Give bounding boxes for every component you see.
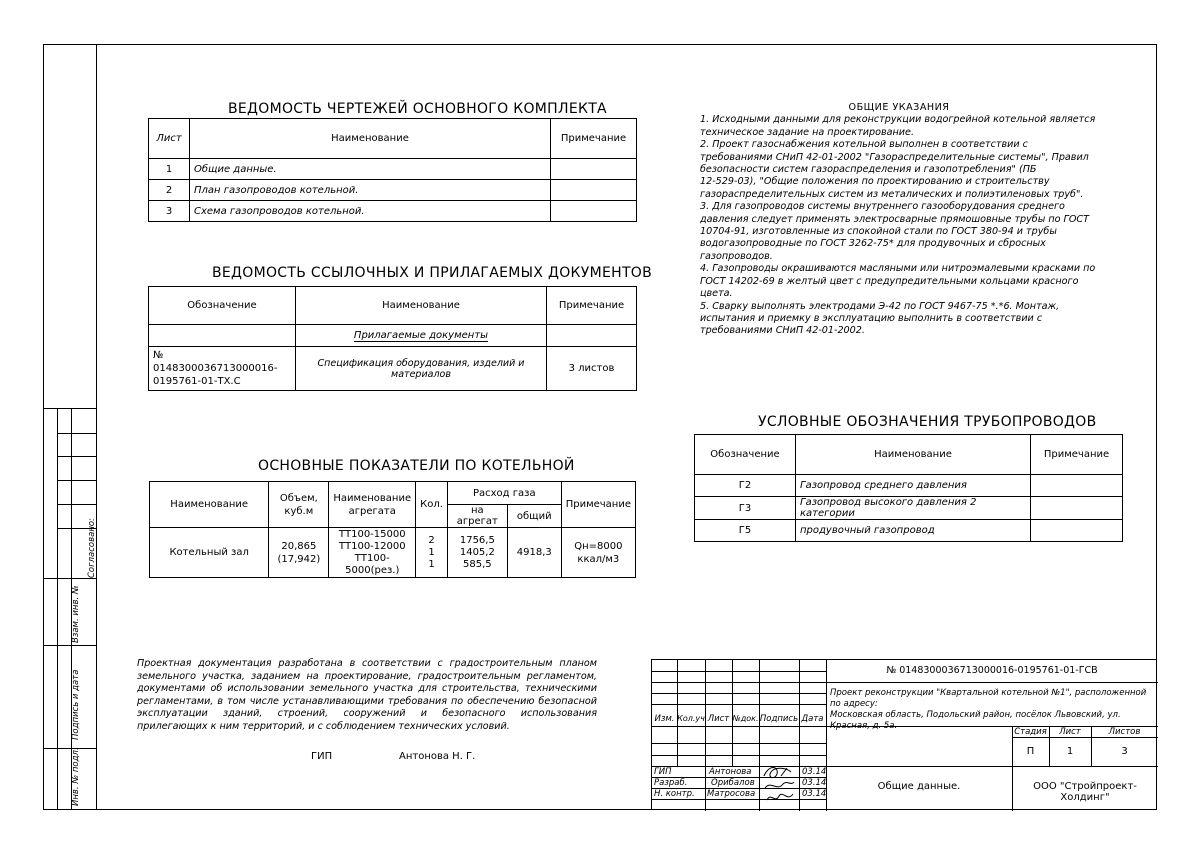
drawings-list-title: ВЕДОМОСТЬ ЧЕРТЕЖЕЙ ОСНОВНОГО КОМПЛЕКТА	[228, 101, 607, 117]
tb-project-line1: Проект реконструкции "Квартальной котельной №1", расположенной по адресу:	[830, 688, 1147, 709]
drawings-header-sheet: Лист	[149, 119, 190, 159]
ind-header-qty: Кол.	[416, 482, 448, 528]
notes-line: требованиями СНиП 42-01-2002.	[700, 325, 865, 337]
table-row	[149, 347, 637, 391]
ind-gas-3: 585,5	[463, 558, 492, 570]
ind-header-unit-1: Наименование	[333, 492, 412, 504]
notes-line: 3. Для газопроводов системы внутреннего газооборудования среднего	[700, 201, 1065, 213]
pipes-header-name: Наименование	[796, 435, 1031, 475]
tb-col-date: Дата	[801, 714, 824, 724]
tb-role-dev: Разраб.	[654, 778, 688, 788]
compliance-text: Проектная документация разработана в соответствии с градостроительным планом земельного участка, заданием на проектирование, градостроительным регламентом, документами об использовании земельного участка для строительства, техническими регламентами, в том числе устанавливающими требования по обеспечению безопасной эксплуатации зданий, строений, сооружений и безопасного использования прилегающих к ним территорий, и с соблюдением технических условий.	[137, 658, 597, 732]
inv-replace-label: Взам. инв. №	[71, 585, 81, 643]
tb-date-control: 03.14	[802, 789, 827, 799]
inv-original-label: Инв. № подл.	[71, 747, 81, 806]
tb-name-dev: Орибалов	[711, 778, 755, 788]
table-row: Г2 Газопровод среднего давления	[695, 475, 1123, 497]
gip-name: Антонова Н. Г.	[399, 751, 476, 762]
ind-total: 4918,3	[507, 528, 561, 578]
indicators-table	[149, 481, 636, 578]
ind-gas-1: 1756,5	[459, 534, 495, 546]
tb-project-line2: Московская область, Подольский район, посёлок Львовский, ул. Красная, д. 5а.	[830, 710, 1121, 731]
table-row: 1 Общие данные.	[149, 159, 637, 180]
refs-doc-name: Спецификация оборудования, изделий и материалов	[296, 347, 547, 391]
notes-line: 12-529-03), "Общие положения по проектированию и строительству	[700, 176, 1050, 188]
tb-sheet-label: Лист	[1059, 727, 1081, 737]
ind-note-1: Qн=8000	[574, 540, 623, 552]
notes-line: 4. Газопроводы окрашиваются масляными или нитроэмалевыми красками по	[700, 263, 1096, 275]
tb-stage-label: Стадия	[1014, 727, 1047, 737]
refs-doc-note: 3 листов	[547, 347, 637, 391]
pipes-title: УСЛОВНЫЕ ОБОЗНАЧЕНИЯ ТРУБОПРОВОДОВ	[758, 414, 1097, 430]
drawings-header-note: Примечание	[551, 119, 637, 159]
tb-col-ndok: №док.	[732, 714, 759, 723]
refs-code-line2: 0195761-01-ТХ.С	[153, 376, 241, 387]
tb-sheet: 1	[1066, 746, 1074, 757]
signature-icon	[761, 762, 797, 808]
refs-list-table	[148, 286, 637, 391]
tb-col-list: Лист	[707, 714, 730, 724]
notes-line: техническое задание на проектирование.	[700, 126, 914, 138]
tb-sheets: 3	[1121, 746, 1128, 757]
tb-name-control: Матросова	[707, 789, 756, 799]
notes-line: ГОСТ 14202-69 в желтый цвет с предупредительными кольцами красного	[700, 275, 1079, 287]
ind-header-gas-total: общий	[507, 505, 561, 528]
pipes-header-note: Примечание	[1031, 435, 1123, 475]
ind-note-2: ккал/м3	[577, 553, 620, 565]
refs-header-name: Наименование	[296, 287, 547, 325]
ind-unit-2: ТТ100-12000	[338, 540, 406, 552]
notes-line: 10704-91, изготовленные из спокойной стали по ГОСТ 380-94 и трубы	[700, 226, 1057, 238]
tb-sheet-name: Общие данные.	[877, 781, 961, 792]
ind-unit-3: ТТ100-5000(рез.)	[345, 552, 400, 576]
notes-line: 2. Проект газоснабжения котельной выполнен в соответствии с	[700, 139, 1028, 151]
notes-line: безопасности систем газораспределения и газопотребления" (ПБ	[700, 164, 1037, 176]
notes-line: требованиями СНиП 42-01-2002 "Газораспределительные системы", Правил	[700, 151, 1089, 163]
tb-date-dev: 03.14	[802, 778, 827, 788]
sign-date-label: Подпись и дата	[71, 669, 81, 740]
tb-stage: П	[1026, 746, 1035, 757]
ind-header-volume-2: куб.м	[284, 505, 314, 517]
general-notes	[700, 102, 1098, 338]
tb-company: ООО "Стройпроект-Холдинг"	[1033, 781, 1137, 803]
notes-line: газораспределительных систем из металических и полиэтиленовых труб".	[700, 188, 1084, 200]
indicators-title: ОСНОВНЫЕ ПОКАЗАТЕЛИ ПО КОТЕЛЬНОЙ	[258, 458, 575, 474]
pipes-header-code: Обозначение	[695, 435, 796, 475]
tb-name-gip: Антонова	[709, 767, 752, 777]
general-notes-title: ОБЩИЕ УКАЗАНИЯ	[848, 102, 950, 113]
side-stamp	[43, 408, 96, 810]
pipes-table	[694, 434, 1123, 542]
refs-section-label: Прилагаемые документы	[353, 330, 489, 341]
table-row: 3 Схема газопроводов котельной.	[149, 201, 637, 222]
ind-header-unit-2: агрегата	[348, 505, 396, 517]
table-row: Г5 продувочный газопровод	[695, 520, 1123, 542]
notes-line: испытания и приемку в эксплуатацию выполнить в соответствии с	[700, 312, 1043, 324]
notes-line: цвета.	[700, 288, 733, 300]
ind-header-volume-1: Объем,	[279, 492, 318, 504]
ind-header-gas: Расход газа	[447, 482, 561, 505]
refs-list-title: ВЕДОМОСТЬ ССЫЛОЧНЫХ И ПРИЛАГАЕМЫХ ДОКУМЕНТОВ	[212, 265, 653, 281]
ind-qty-2: 1	[428, 546, 435, 558]
table-row	[150, 528, 636, 578]
refs-header-code: Обозначение	[149, 287, 296, 325]
tb-col-sign: Подпись	[759, 714, 799, 724]
ind-volume-1: 20,865	[281, 540, 317, 552]
ind-volume-2: (17,942)	[277, 553, 321, 565]
tb-col-kolutch: Кол.уч	[677, 714, 705, 723]
ind-row-name: Котельный зал	[150, 528, 269, 578]
ind-header-name: Наименование	[150, 482, 269, 528]
ind-qty-3: 1	[428, 558, 435, 570]
ind-header-gas-unit: на агрегат	[447, 505, 507, 528]
agreed-label: Согласовано:	[87, 518, 97, 578]
drawings-header-name: Наименование	[190, 119, 551, 159]
tb-role-gip: ГИП	[654, 767, 672, 777]
tb-date-gip: 03.14	[802, 767, 827, 777]
ind-gas-2: 1405,2	[459, 546, 495, 558]
ind-qty-1: 2	[428, 534, 435, 546]
notes-line: газопроводов.	[700, 250, 773, 262]
gip-label: ГИП	[311, 751, 333, 762]
ind-header-note: Примечание	[561, 482, 635, 528]
notes-line: давления следует применять электросварные прямошовные трубы по ГОСТ	[700, 213, 1089, 225]
refs-header-note: Примечание	[547, 287, 637, 325]
drawings-list-table	[148, 118, 637, 222]
table-row: Г3 Газопровод высокого давления 2 категории	[695, 497, 1123, 520]
tb-role-control: Н. контр.	[654, 789, 695, 799]
title-block	[651, 659, 1157, 810]
tb-col-izm: Изм.	[654, 714, 675, 724]
table-row: 2 План газопроводов котельной.	[149, 180, 637, 201]
notes-line: 1. Исходными данными для реконструкции водогрейной котельной является	[700, 114, 1096, 126]
tb-code: № 0148300036713000016-0195761-01-ГСВ	[886, 665, 1098, 676]
refs-code-line1: № 0148300036713000016-	[153, 350, 278, 374]
notes-line: 5. Сварку выполнять электродами Э-42 по ГОСТ 9467-75 *.*6. Монтаж,	[700, 300, 1060, 312]
ind-unit-1: ТТ100-15000	[338, 528, 406, 540]
tb-sheets-label: Листов	[1108, 727, 1141, 737]
notes-line: водогазопроводные по ГОСТ 3262-75* для продувочных и сбросных	[700, 238, 1046, 250]
